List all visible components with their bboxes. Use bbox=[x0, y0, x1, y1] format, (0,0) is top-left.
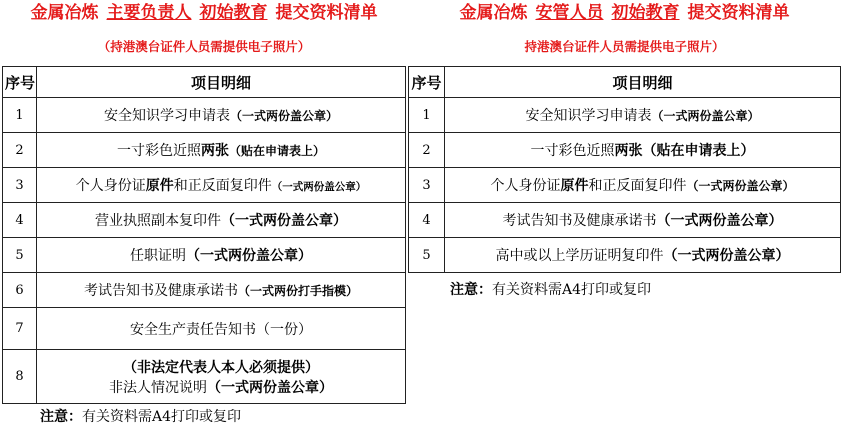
row-num: 1 bbox=[3, 98, 37, 133]
row-item: 一寸彩色近照两张（贴在申请表上） bbox=[445, 133, 841, 168]
right-table bbox=[408, 66, 841, 273]
table-header-row bbox=[3, 67, 406, 98]
table-row bbox=[409, 168, 841, 203]
row-item: 个人身份证原件和正反面复印件（一式两份盖公章） bbox=[37, 168, 406, 203]
table-row bbox=[3, 98, 406, 133]
left-subtitle: （持港澳台证件人员需提供电子照片） bbox=[97, 39, 311, 54]
row-item: 个人身份证原件和正反面复印件（一式两份盖公章） bbox=[445, 168, 841, 203]
row-num: 2 bbox=[3, 133, 37, 168]
row-item: 考试告知书及健康承诺书（一式两份盖公章） bbox=[445, 203, 841, 238]
right-note: 注意：有关资料需A4打印或复印 bbox=[450, 282, 652, 298]
row-num: 8 bbox=[3, 350, 37, 404]
left-note: 注意：有关资料需A4打印或复印 bbox=[40, 409, 242, 425]
right-title-industry: 金属冶炼 bbox=[459, 3, 528, 23]
right-panel bbox=[408, 0, 841, 299]
right-subtitle: 持港澳台证件人员需提供电子照片） bbox=[524, 39, 725, 54]
table-row bbox=[409, 203, 841, 238]
table-header-row bbox=[409, 67, 841, 98]
table-row bbox=[409, 238, 841, 273]
row-num: 3 bbox=[3, 168, 37, 203]
table-row bbox=[409, 98, 841, 133]
row-num: 2 bbox=[409, 133, 445, 168]
left-title-training: 初始教育 bbox=[199, 3, 268, 23]
left-title-industry: 金属冶炼 bbox=[30, 3, 99, 23]
table-row bbox=[3, 133, 406, 168]
left-panel bbox=[2, 0, 406, 426]
row-item: 任职证明（一式两份盖公章） bbox=[37, 238, 406, 273]
left-title-list: 提交资料清单 bbox=[275, 3, 378, 23]
table-row bbox=[3, 308, 406, 350]
row-item: 考试告知书及健康承诺书（一式两份打手指模） bbox=[37, 273, 406, 308]
row-num: 6 bbox=[3, 273, 37, 308]
row-item: （非法定代表人本人必须提供） 非法人情况说明（一式两份盖公章） bbox=[37, 350, 406, 404]
row-item: 高中或以上学历证明复印件（一式两份盖公章） bbox=[445, 238, 841, 273]
table-row bbox=[409, 133, 841, 168]
table-row bbox=[3, 203, 406, 238]
header-num: 序号 bbox=[409, 67, 445, 98]
header-item: 项目明细 bbox=[37, 67, 406, 98]
left-title-role: 主要负责人 bbox=[106, 3, 192, 23]
header-item: 项目明细 bbox=[445, 67, 841, 98]
row-num: 7 bbox=[3, 308, 37, 350]
row-item: 安全知识学习申请表（一式两份盖公章） bbox=[445, 98, 841, 133]
left-title bbox=[2, 0, 406, 28]
left-table bbox=[2, 66, 406, 404]
row-item: 一寸彩色近照两张（贴在申请表上） bbox=[37, 133, 406, 168]
right-title-list: 提交资料清单 bbox=[687, 3, 790, 23]
row-num: 4 bbox=[409, 203, 445, 238]
table-row bbox=[3, 238, 406, 273]
row-num: 4 bbox=[3, 203, 37, 238]
row-num: 5 bbox=[409, 238, 445, 273]
right-title-role: 安管人员 bbox=[535, 3, 604, 23]
table-row bbox=[3, 168, 406, 203]
right-title bbox=[408, 0, 841, 28]
row-item: 营业执照副本复印件（一式两份盖公章） bbox=[37, 203, 406, 238]
right-title-training: 初始教育 bbox=[611, 3, 680, 23]
row-item: 安全生产责任告知书（一份） bbox=[37, 308, 406, 350]
table-row bbox=[3, 350, 406, 404]
header-num: 序号 bbox=[3, 67, 37, 98]
row-num: 1 bbox=[409, 98, 445, 133]
table-row bbox=[3, 273, 406, 308]
row-num: 5 bbox=[3, 238, 37, 273]
row-num: 3 bbox=[409, 168, 445, 203]
row-item: 安全知识学习申请表（一式两份盖公章） bbox=[37, 98, 406, 133]
